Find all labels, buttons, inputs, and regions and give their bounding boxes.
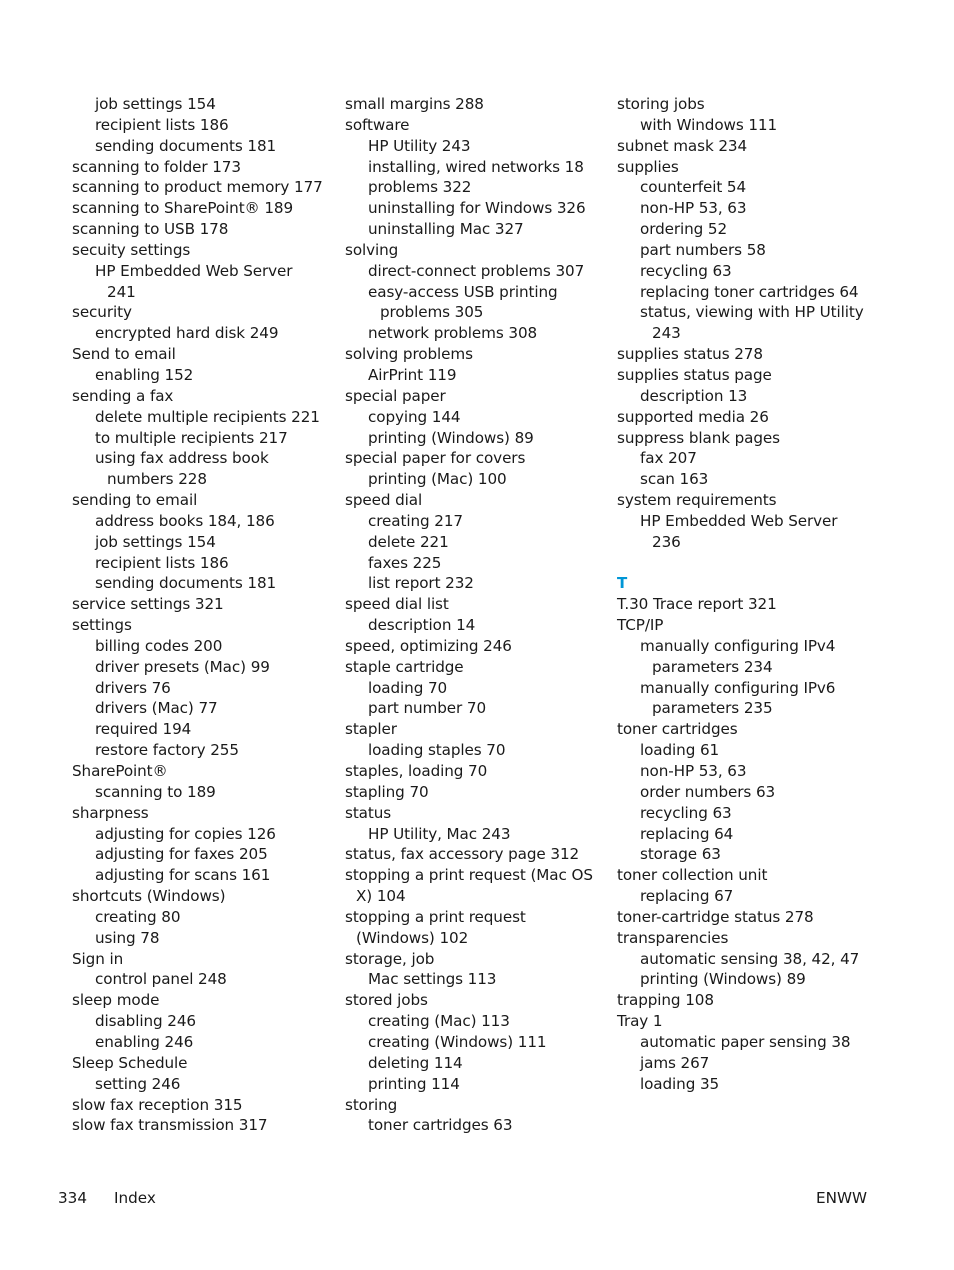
index-subentry: sending documents 181	[95, 574, 277, 593]
index-entry: TCP/IP	[617, 616, 664, 635]
index-subentry: numbers 228	[107, 470, 207, 489]
index-subentry: enabling 246	[95, 1032, 194, 1051]
index-subentry: replacing 67	[640, 887, 734, 906]
index-entry: storing	[345, 1095, 398, 1114]
section-letter-heading: T	[617, 574, 628, 593]
index-subentry: Mac settings 113	[368, 970, 497, 989]
index-subentry: recipient lists 186	[95, 115, 229, 134]
index-subentry: restore factory 255	[95, 741, 239, 760]
index-subentry: order numbers 63	[640, 782, 776, 801]
index-entry: sending a fax	[72, 386, 174, 405]
index-subentry: automatic paper sensing 38	[640, 1032, 851, 1051]
index-entry: staple cartridge	[345, 657, 464, 676]
index-subentry: job settings 154	[95, 532, 216, 551]
footer-page-number: 334	[58, 1189, 87, 1207]
index-entry: status, fax accessory page 312	[345, 845, 580, 864]
index-entry: toner cartridges	[617, 720, 738, 739]
index-subentry: recycling 63	[640, 261, 732, 280]
index-entry: security	[72, 303, 132, 322]
index-column-2	[345, 94, 615, 1136]
index-subentry: 236	[652, 532, 681, 551]
index-subentry: using fax address book	[95, 449, 269, 468]
index-entry: scanning to SharePoint® 189	[72, 199, 294, 218]
index-subentry: network problems 308	[368, 324, 538, 343]
index-subentry: control panel 248	[95, 970, 227, 989]
index-subentry: jams 267	[640, 1053, 710, 1072]
index-entry: settings	[72, 616, 132, 635]
index-entry: trapping 108	[617, 991, 714, 1010]
index-entry: toner collection unit	[617, 866, 768, 885]
index-entry: Sleep Schedule	[72, 1053, 188, 1072]
index-entry: solving	[345, 240, 399, 259]
index-entry: shortcuts (Windows)	[72, 887, 226, 906]
index-column-3	[617, 94, 887, 1095]
index-subentry: non-HP 53, 63	[640, 762, 747, 780]
index-subentry: non-HP 53, 63	[640, 199, 747, 218]
index-subentry: adjusting for copies 126	[95, 824, 276, 843]
section-gap	[617, 553, 887, 574]
index-subentry: adjusting for scans 161	[95, 866, 271, 885]
index-entry: stapler	[345, 720, 397, 739]
index-subentry: scan 163	[640, 470, 709, 489]
index-entry: sending to email	[72, 491, 198, 510]
index-entry: supplies status 278	[617, 345, 763, 364]
index-subentry: loading 61	[640, 741, 720, 760]
index-subentry: using 78	[95, 928, 160, 947]
index-subentry: enabling 152	[95, 365, 194, 384]
index-subentry: 243	[652, 324, 681, 343]
index-entry: staples, loading 70	[345, 762, 488, 780]
index-subentry: part numbers 58	[640, 240, 766, 259]
index-entry: scanning to folder 173	[72, 157, 241, 176]
index-subentry: to multiple recipients 217	[95, 428, 288, 447]
index-entry: speed dial list	[345, 595, 449, 614]
index-entry: T.30 Trace report 321	[617, 595, 777, 614]
index-subentry: ordering 52	[640, 220, 728, 239]
index-subentry: drivers 76	[95, 678, 171, 697]
index-entry: toner-cartridge status 278	[617, 907, 814, 926]
index-entry: subnet mask 234	[617, 136, 748, 155]
index-subentry: printing (Windows) 89	[368, 428, 534, 447]
index-subentry: disabling 246	[95, 1012, 196, 1031]
index-entry: secuity settings	[72, 240, 191, 259]
index-entry: Sign in	[72, 949, 124, 968]
footer-section: Index	[114, 1189, 156, 1207]
index-subentry: required 194	[95, 720, 192, 739]
index-entry: supported media 26	[617, 407, 769, 426]
index-subentry: description 14	[368, 616, 476, 635]
index-entry: special paper for covers	[345, 449, 526, 468]
index-entry: small margins 288	[345, 95, 484, 113]
index-subentry: direct-connect problems 307	[368, 261, 585, 280]
index-subentry: replacing toner cartridges 64	[640, 282, 859, 301]
index-subentry: creating (Windows) 111	[368, 1032, 547, 1051]
index-subentry: manually configuring IPv6	[640, 678, 836, 697]
index-entry: stapling 70	[345, 782, 429, 801]
index-entry: storage, job	[345, 949, 435, 968]
index-subentry: automatic sensing 38, 42, 47	[640, 949, 860, 968]
index-entry: solving problems	[345, 345, 473, 364]
index-subentry: printing 114	[368, 1074, 460, 1093]
index-entry: sharpness	[72, 803, 149, 822]
index-subentry: creating 80	[95, 907, 181, 926]
index-entry: system requirements	[617, 491, 777, 510]
index-entry: suppress blank pages	[617, 428, 780, 447]
index-subentry: setting 246	[95, 1074, 181, 1093]
index-entry: supplies status page	[617, 365, 772, 384]
index-subentry: printing (Windows) 89	[640, 970, 806, 989]
index-subentry: printing (Mac) 100	[368, 470, 507, 489]
index-entry: Send to email	[72, 345, 176, 364]
index-entry: slow fax transmission 317	[72, 1116, 268, 1135]
index-subentry: (Windows) 102	[356, 928, 469, 947]
index-subentry: uninstalling Mac 327	[368, 220, 524, 239]
index-subentry: job settings 154	[95, 95, 216, 113]
index-entry: Tray 1	[617, 1012, 663, 1031]
index-subentry: drivers (Mac) 77	[95, 699, 218, 718]
index-subentry: list report 232	[368, 574, 474, 593]
index-subentry: copying 144	[368, 407, 461, 426]
index-subentry: address books 184, 186	[95, 511, 275, 530]
footer-right: ENWW	[816, 1189, 867, 1207]
index-subentry: part number 70	[368, 699, 487, 718]
index-entry: speed dial	[345, 491, 423, 510]
index-subentry: billing codes 200	[95, 636, 223, 655]
index-subentry: deleting 114	[368, 1053, 463, 1072]
index-entry: sleep mode	[72, 991, 160, 1010]
index-entry: service settings 321	[72, 595, 224, 614]
index-subentry: toner cartridges 63	[368, 1116, 513, 1135]
index-subentry: creating (Mac) 113	[368, 1012, 510, 1031]
index-subentry: HP Utility 243	[368, 136, 471, 155]
index-subentry: fax 207	[640, 449, 697, 468]
index-subentry: loading staples 70	[368, 741, 506, 760]
index-entry: scanning to product memory 177	[72, 178, 323, 197]
index-entry: scanning to USB 178	[72, 220, 229, 239]
index-entry: stopping a print request (Mac OS	[345, 866, 593, 885]
index-subentry: problems 305	[380, 303, 484, 322]
index-subentry: counterfeit 54	[640, 178, 747, 197]
index-subentry: parameters 235	[652, 699, 773, 718]
index-subentry: easy-access USB printing	[368, 282, 558, 301]
index-entry: storing jobs	[617, 95, 705, 113]
index-subentry: installing, wired networks 18	[368, 157, 584, 176]
index-entry: stopping a print request	[345, 907, 526, 926]
index-entry: speed, optimizing 246	[345, 636, 512, 655]
index-subentry: recycling 63	[640, 803, 732, 822]
index-subentry: loading 70	[368, 678, 448, 697]
index-subentry: X) 104	[356, 887, 406, 906]
index-subentry: replacing 64	[640, 824, 734, 843]
index-subentry: creating 217	[368, 511, 463, 530]
index-subentry: driver presets (Mac) 99	[95, 657, 270, 676]
index-subentry: uninstalling for Windows 326	[368, 199, 586, 218]
index-subentry: encrypted hard disk 249	[95, 324, 279, 343]
index-subentry: delete 221	[368, 532, 449, 551]
index-entry: supplies	[617, 157, 679, 176]
index-subentry: storage 63	[640, 845, 721, 864]
index-subentry: status, viewing with HP Utility	[640, 303, 864, 322]
index-subentry: HP Utility, Mac 243	[368, 824, 511, 843]
index-subentry: AirPrint 119	[368, 365, 457, 384]
index-subentry: loading 35	[640, 1074, 720, 1093]
index-subentry: sending documents 181	[95, 136, 277, 155]
index-subentry: HP Embedded Web Server	[640, 511, 838, 530]
index-subentry: faxes 225	[368, 553, 442, 572]
index-entry: stored jobs	[345, 991, 428, 1010]
index-subentry: HP Embedded Web Server	[95, 261, 293, 280]
index-entry: status	[345, 803, 392, 822]
index-subentry: with Windows 111	[640, 115, 778, 134]
index-entry: software	[345, 115, 410, 134]
index-subentry: manually configuring IPv4	[640, 636, 836, 655]
index-subentry: 241	[107, 282, 136, 301]
index-subentry: delete multiple recipients 221	[95, 407, 320, 426]
index-subentry: problems 322	[368, 178, 472, 197]
index-entry: slow fax reception 315	[72, 1095, 243, 1114]
index-subentry: adjusting for faxes 205	[95, 845, 268, 864]
index-subentry: scanning to 189	[95, 782, 216, 801]
index-entry: SharePoint®	[72, 762, 168, 780]
index-subentry: description 13	[640, 386, 748, 405]
index-column-1	[72, 94, 342, 1136]
index-subentry: parameters 234	[652, 657, 773, 676]
index-entry: special paper	[345, 386, 446, 405]
index-subentry: recipient lists 186	[95, 553, 229, 572]
index-entry: transparencies	[617, 928, 729, 947]
